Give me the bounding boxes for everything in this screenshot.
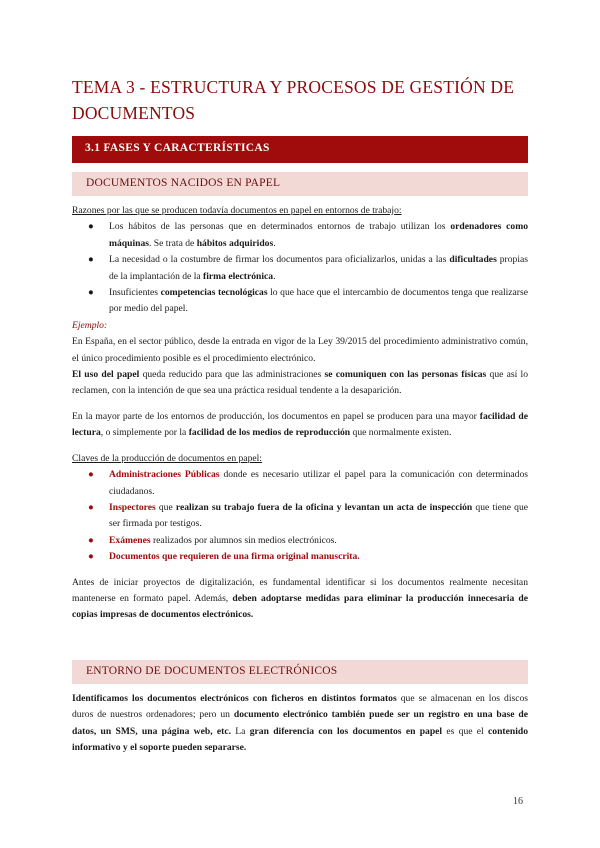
list-item: ● Los hábitos de las personas que en determinados entornos de trabajo utilizan los ordenadores como máquinas. Se trata de hábitos adquiridos.: [88, 221, 528, 249]
paragraph-razones: Razones por las que se producen todavía documentos en papel en entornos de trabajo:: [72, 205, 402, 216]
list-item: ● Inspectores que realizan su trabajo fuera de la oficina y levantan un acta de inspección que tiene que ser firmada por testigos.: [88, 501, 529, 530]
paragraph-claves: Claves de la producción de documentos en papel:: [72, 452, 262, 464]
list-item: ● Insuficientes competencias tecnológicas lo que hace que el intercambio de documentos tenga que realizarse por medio del papel.: [88, 287, 528, 315]
bullet-icon: ●: [88, 287, 94, 299]
paragraph-uso-papel: El uso del papel queda reducido para que las administraciones se comuniquen con las personas físicas que así lo reclamen, con la intención de que sea una práctica residual tendente a la desaparición.: [72, 369, 529, 397]
example-label: Ejemplo:: [72, 319, 108, 331]
paragraph-mayor-parte: En la mayor parte de los entornos de producción, los documentos en papel se producen para una mayor facilidad de lectura, o simplemente por la facilidad de los medios de reproducción que normalmente existen.: [72, 410, 528, 439]
subsection-title: DOCUMENTOS NACIDOS EN PAPEL: [86, 177, 281, 189]
section-header: [72, 136, 528, 163]
subsection-title: ENTORNO DE DOCUMENTOS ELECTRÓNICOS: [86, 665, 338, 677]
page-title: TEMA 3 - ESTRUCTURA Y PROCESOS DE GESTIÓN DE DOCUMENTOS: [72, 77, 515, 123]
list-item: ● Administraciones Públicas donde es necesario utilizar el papel para la comunicación con determinados ciudadanos.: [88, 469, 528, 497]
paragraph-identificamos: Identificamos los documentos electrónicos con ficheros en distintos formatos que se almacenan en los discos duros de nuestros ordenadores; pero un documento electrónico también puede ser un registro en una base de datos, un SMS, una página web, etc. La gran diferencia con los documentos en papel es que el contenido informativo y el soporte pueden separarse.: [72, 693, 529, 754]
bullet-icon: ●: [88, 254, 94, 266]
bullet-icon: ●: [88, 501, 94, 513]
page-number: 16: [513, 796, 523, 807]
keys-list: [72, 467, 528, 565]
bullet-icon: ●: [88, 221, 94, 233]
bullet-icon: ●: [88, 551, 94, 563]
list-item: ● La necesidad o la costumbre de firmar los documentos para oficializarlos, unidas a las dificultades propias de la implantación de la firma electrónica.: [88, 254, 528, 282]
paragraph-antes: Antes de iniciar proyectos de digitalización, es fundamental identificar si los documentos realmente necesitan mantenerse en formato papel. Además, deben adoptarse medidas para eliminar la producción innecesaria de copias impresas de documentos electrónicos.: [72, 576, 528, 621]
section-title: 3.1 FASES Y CARACTERÍSTICAS: [85, 142, 270, 154]
subsection-header-paper: [72, 172, 528, 196]
bullet-icon: ●: [88, 469, 94, 481]
body-electronic: [72, 691, 528, 757]
subsection-header-electronic: [72, 660, 528, 684]
paragraph-espana: En España, en el sector público, desde la entrada en vigor de la Ley 39/2015 del procedimiento administrativo común, el único procedimiento posible es el procedimiento electrónico.: [72, 336, 528, 364]
bullet-icon: ●: [88, 534, 94, 546]
reasons-list: [72, 219, 528, 317]
list-item: ● Exámenes realizados por alumnos sin medios electrónicos.: [72, 533, 528, 549]
body-paper: [72, 203, 528, 624]
list-item: ● Documentos que requieren de una firma original manuscrita.: [72, 549, 528, 565]
